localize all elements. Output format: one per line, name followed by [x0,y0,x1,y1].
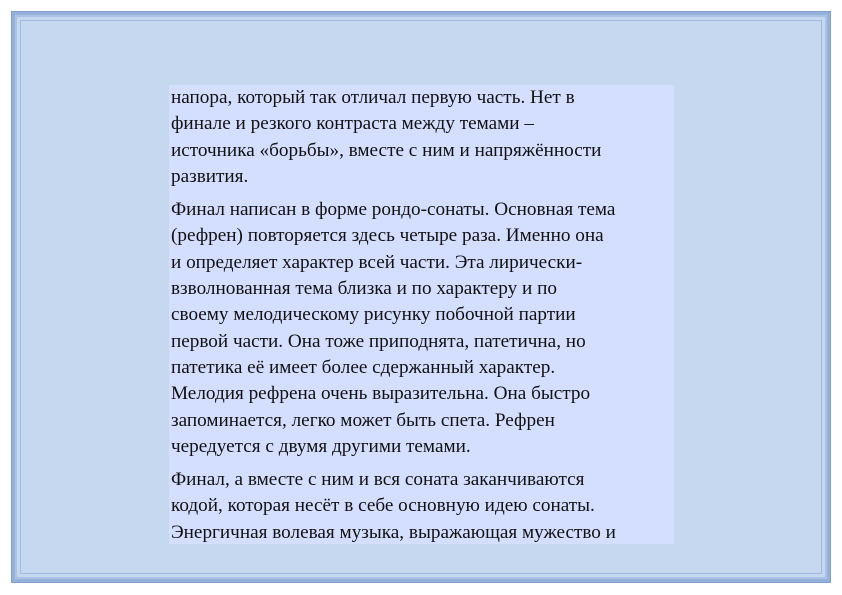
text-line: и определяет характер всей части. Эта лирически- [171,251,583,273]
text-line: Мелодия рефрена очень выразительна. Она быстро [171,383,591,405]
text-line: Финал написан в форме рондо-сонаты. Основная тема [171,199,616,221]
text-line: (рефрен) повторяется здесь четыре раза. Именно она [171,225,604,247]
text-line: взволнованная тема близка и по характеру и по [171,278,557,300]
text-line: своему мелодическому рисунку побочной партии [171,304,576,326]
text-line: Финал, а вместе с ним и вся соната заканчиваются [171,469,585,491]
paragraph-2 [171,197,672,460]
text-line: первой части. Она тоже приподнята, патетична, но [171,330,586,352]
text-line: Энергичная волевая музыка, выражающая мужество и [171,521,616,543]
text-line: развития. [171,165,249,187]
text-line: патетика её имеет более сдержанный характер. [171,356,556,378]
text-line: финале и резкого контраста между темами – [171,113,534,135]
text-line: напора, который так отличал первую часть. Нет в [171,87,575,108]
paragraph-3 [171,467,672,544]
text-box [169,85,674,544]
text-line: запоминается, легко может быть спета. Рефрен [171,409,555,431]
paragraph-1 [171,85,672,190]
text-line: источника «борьбы», вместе с ним и напряжённости [171,139,602,161]
text-line: чередуется с двумя другими темами. [171,435,471,457]
text-line: кодой, которая несёт в себе основную идею сонаты. [171,495,595,517]
